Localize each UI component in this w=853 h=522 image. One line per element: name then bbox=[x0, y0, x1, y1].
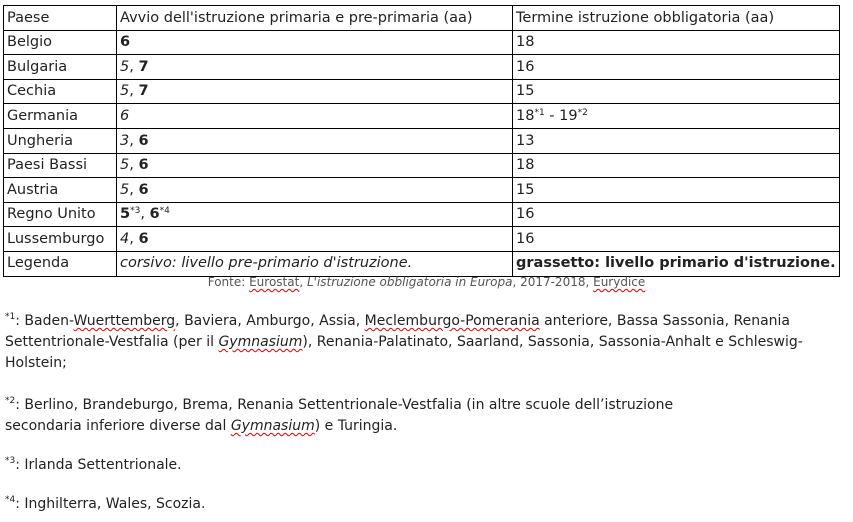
country-cell: Regno Unito bbox=[4, 202, 117, 227]
legend-italic: corsivo: livello pre-primario d'istruzione. bbox=[117, 251, 513, 276]
legend-row bbox=[4, 251, 840, 276]
range-separator: - bbox=[544, 107, 560, 124]
start-age-cell bbox=[117, 55, 513, 80]
end-age-cell: 13 bbox=[513, 128, 840, 153]
country-cell: Paesi Bassi bbox=[4, 153, 117, 178]
country-cell: Austria bbox=[4, 178, 117, 203]
legend-bold: grassetto: livello primario d'istruzione. bbox=[513, 251, 840, 276]
start-age-cell bbox=[117, 128, 513, 153]
primary-age: 6 bbox=[138, 157, 149, 174]
table-row bbox=[4, 55, 840, 80]
end-age-cell: 18 bbox=[513, 30, 840, 55]
source-title: L'istruzione obbligatoria in Europa bbox=[306, 275, 513, 289]
preprimary-age: 5 bbox=[120, 83, 130, 100]
footnote-mark: *4 bbox=[159, 206, 170, 217]
end-age-cell: 16 bbox=[513, 227, 840, 252]
preprimary-age: 5 bbox=[120, 181, 130, 198]
primary-age-a: 5 bbox=[120, 206, 131, 223]
footnote-4: $^{*4}$: Inghilterra, Wales, Scozia. bbox=[5, 495, 206, 512]
separator: , bbox=[129, 83, 139, 100]
country-cell: Bulgaria bbox=[4, 55, 117, 80]
table-row bbox=[4, 153, 840, 178]
primary-age: 6 bbox=[120, 34, 131, 51]
preprimary-age: 5 bbox=[120, 58, 130, 75]
separator: , bbox=[129, 230, 139, 247]
start-age-cell bbox=[117, 202, 513, 227]
header-country: Paese bbox=[4, 6, 117, 31]
footnote-mark: *1 bbox=[534, 107, 545, 118]
table-row bbox=[4, 128, 840, 153]
primary-age: 7 bbox=[138, 83, 149, 100]
footnote-3: $^{*3}$: Irlanda Settentrionale. bbox=[5, 456, 182, 473]
country-cell: Cechia bbox=[4, 79, 117, 104]
footnote-mark: *1 bbox=[5, 312, 16, 322]
table-row bbox=[4, 30, 840, 55]
end-age-a: 18 bbox=[516, 107, 535, 124]
footnote-2: $^{*2}$: Berlino, Brandeburgo, Brema, Renania Settentrionale-Vestfalia (in altre scuole dell’istruzione secondaria inferiore diverse dal Gymnasium) e Turingia. bbox=[5, 396, 674, 434]
start-age-cell bbox=[117, 178, 513, 203]
table-row bbox=[4, 227, 840, 252]
footnote-mark: *2 bbox=[5, 396, 16, 406]
country-cell: Belgio bbox=[4, 30, 117, 55]
footnote-mark: *4 bbox=[5, 495, 16, 505]
education-table bbox=[3, 5, 840, 277]
separator: , bbox=[129, 157, 139, 174]
start-age-cell bbox=[117, 227, 513, 252]
primary-age: 7 bbox=[138, 58, 149, 75]
end-age-cell: 16 bbox=[513, 202, 840, 227]
end-age-cell: 15 bbox=[513, 178, 840, 203]
table-header-row bbox=[4, 6, 840, 31]
start-age-cell bbox=[117, 153, 513, 178]
source-eurostat: Eurostat bbox=[249, 275, 300, 289]
source-caption: Fonte: Eurostat, L'istruzione obbligatoria in Europa, 2017-2018, Eurydice bbox=[207, 275, 646, 289]
preprimary-age: 4 bbox=[120, 230, 130, 247]
separator: , bbox=[129, 58, 139, 75]
header-start-age: Avvio dell'istruzione primaria e pre-primaria (aa) bbox=[117, 6, 513, 31]
table-row bbox=[4, 178, 840, 203]
footnote-mark: *3 bbox=[130, 206, 141, 217]
primary-age: 6 bbox=[138, 132, 149, 149]
primary-age: 6 bbox=[138, 230, 149, 247]
end-age-cell: 18 bbox=[513, 153, 840, 178]
country-cell: Lussemburgo bbox=[4, 227, 117, 252]
legend-label: Legenda bbox=[4, 251, 117, 276]
footnote-mark: *3 bbox=[5, 456, 16, 466]
separator: , bbox=[140, 206, 150, 223]
end-age-b: 19 bbox=[559, 107, 578, 124]
table-row bbox=[4, 202, 840, 227]
start-age-cell bbox=[117, 30, 513, 55]
separator: , bbox=[129, 181, 139, 198]
preprimary-age: 6 bbox=[120, 107, 130, 124]
header-end-age: Termine istruzione obbligatoria (aa) bbox=[513, 6, 840, 31]
primary-age: 6 bbox=[138, 181, 149, 198]
end-age-cell bbox=[513, 104, 840, 129]
table-row bbox=[4, 104, 840, 129]
end-age-cell: 16 bbox=[513, 55, 840, 80]
footnote-mark: *2 bbox=[577, 107, 588, 118]
footnote-1: $^{*1}$: Baden-Wuerttemberg, Baviera, Amburgo, Assia, Meclemburgo-Pomerania anteriore, Bassa Sassonia, Renania Settentrionale-Vestfalia (per il Gymnasium), Renania-Palatinato, Saarland, Sassonia, Sassonia-Anhalt e Schleswig- Holstein; bbox=[5, 312, 803, 371]
table-row bbox=[4, 79, 840, 104]
start-age-cell bbox=[117, 79, 513, 104]
primary-age-b: 6 bbox=[149, 206, 160, 223]
end-age-cell: 15 bbox=[513, 79, 840, 104]
preprimary-age: 3 bbox=[120, 132, 130, 149]
preprimary-age: 5 bbox=[120, 157, 130, 174]
country-cell: Ungheria bbox=[4, 128, 117, 153]
source-eurydice: Eurydice bbox=[593, 275, 646, 289]
country-cell: Germania bbox=[4, 104, 117, 129]
start-age-cell bbox=[117, 104, 513, 129]
separator: , bbox=[129, 132, 139, 149]
